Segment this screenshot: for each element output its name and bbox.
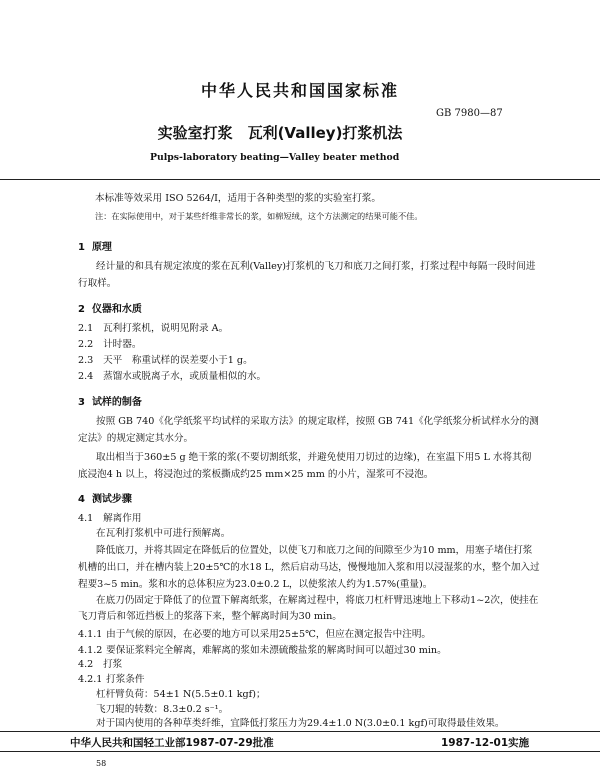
- disintegration-time-text: 在底刀仍固定于降低了的位置下解离纸浆，在解离过程中，将底刀杠杆臂迅速地上下移动1~2次，使挂在飞刀背后和邻近挡板上的浆落下来，整个解离时间为30 min。: [78, 595, 539, 622]
- item-text: 瓦利打浆机，说明见附录 A。: [103, 323, 229, 334]
- item-number: 4.1.2: [78, 645, 103, 656]
- principle-text: 经计量的和具有规定浓度的浆在瓦利(Valley)打浆机的飞刀和底刀之间打浆，打浆过程中每隔一段时间进行取样。: [78, 261, 536, 289]
- sampling-text: 按照 GB 740《化学纸浆平均试样的采取方法》的规定取样，按照 GB 741《化学纸浆分析试样水分的测定法》的规定测定其水分。: [78, 416, 539, 444]
- footer-divider: [0, 731, 600, 732]
- english-title: Pulps-laboratory beating—Valley beater method: [150, 152, 400, 163]
- item-text: 要保证浆料完全解离，难解离的浆如未漂硫酸盐浆的解离时间可以超过30 min。: [106, 645, 447, 656]
- section-2-heading: [78, 300, 142, 315]
- disintegration-procedure-text: 降低底刀，并将其固定在降低后的位置处，以使飞刀和底刀之间的间隙至少为10 mm，用塞子堵住打浆机槽的出口，并在槽内装上20±5℃的水18 L，然后启动马达，慢慢地加入浆和用以浸湿浆的水，整个加入过程要3~5 min。浆和水的总体积应为23.0±0.2 L，以使浆浓人约为1.57%(重量)。: [78, 545, 540, 590]
- subsection-4-2-1-heading: [78, 674, 144, 686]
- footer-bottom-divider: [0, 751, 600, 752]
- item-number: 2.2: [78, 339, 94, 350]
- section-number: 3: [78, 397, 85, 408]
- item-number: 2.3: [78, 355, 94, 366]
- section-number: 2: [78, 304, 85, 315]
- item-text: 由于气候的原因，在必要的地方可以采用25±5℃，但应在测定报告中注明。: [106, 629, 432, 640]
- item-text: 解离作用: [103, 513, 142, 524]
- country-standard-heading: 中华人民共和国国家标准: [200, 81, 399, 100]
- item-text: 打浆: [103, 659, 123, 670]
- approval-line: 中华人民共和国轻工业部1987-07-29批准: [70, 737, 274, 749]
- section-title: 原理: [91, 242, 112, 253]
- subsection-4-1-heading: [78, 513, 141, 525]
- subsection-4-2-heading: [78, 659, 122, 671]
- scope-text: 本标准等效采用 ISO 5264/Ⅰ，适用于各种类型的浆的实验室打浆。: [95, 193, 382, 204]
- item-text: 计时器。: [103, 339, 142, 350]
- soaking-text: 取出相当于360±5 g 绝干浆的浆(不要切割纸浆，并避免使用刀切过的边缘)，在室温下用5 L 水将其彻底浸泡4 h 以上，将浸泡过的浆板撕成约25 mm×25 mm 的小片，湿浆可不浸泡。: [78, 452, 532, 480]
- subsection-4-1-2: [78, 645, 447, 657]
- predisintegration-text: 在瓦利打浆机中可进行预解离。: [96, 528, 231, 539]
- list-item: [78, 339, 141, 351]
- section-title: 测试步骤: [91, 494, 132, 505]
- item-number: 4.2: [78, 659, 94, 670]
- item-text: 打浆条件: [106, 674, 145, 685]
- document-title: 实验室打浆 瓦利(Valley)打浆机法: [157, 124, 403, 142]
- section-number: 1: [78, 242, 85, 253]
- item-number: 2.1: [78, 323, 94, 334]
- page-number: 58: [96, 759, 107, 768]
- list-item: [78, 323, 228, 335]
- section-title: 仪器和水质: [91, 304, 142, 315]
- grass-fiber-text: 对于国内使用的各种草类纤维，宜降低打浆压力为29.4±1.0 N(3.0±0.1 kgf)可取得最佳效果。: [96, 718, 505, 729]
- item-number: 4.1.1: [78, 629, 103, 640]
- item-text: 蒸馏水或脱离子水，或质量相似的水。: [103, 371, 267, 382]
- section-4-heading: [78, 490, 132, 505]
- effective-date: 1987-12-01实施: [441, 737, 530, 749]
- lever-load-text: 杠杆臂负荷：54±1 N(5.5±0.1 kgf)；: [96, 689, 266, 700]
- item-number: 4.2.1: [78, 674, 103, 685]
- section-number: 4: [78, 494, 85, 505]
- item-number: 4.1: [78, 513, 94, 524]
- section-title: 试样的制备: [91, 397, 142, 408]
- list-item: [78, 355, 253, 367]
- item-number: 2.4: [78, 371, 94, 382]
- section-3-heading: [78, 393, 142, 408]
- item-text: 天平 称重试样的误差要小于1 g。: [103, 355, 253, 366]
- section-1-heading: [78, 238, 112, 253]
- top-divider: [0, 179, 600, 180]
- roll-speed-text: 飞刀辊的转数：8.3±0.2 s⁻¹。: [96, 704, 229, 715]
- list-item: [78, 371, 266, 383]
- standard-code: GB 7980—87: [436, 108, 503, 119]
- scope-note: 注：在实际使用中，对于某些纤维非常长的浆，如棉短绒，这个方法测定的结果可能不佳。: [95, 211, 423, 221]
- subsection-4-1-1: [78, 629, 431, 641]
